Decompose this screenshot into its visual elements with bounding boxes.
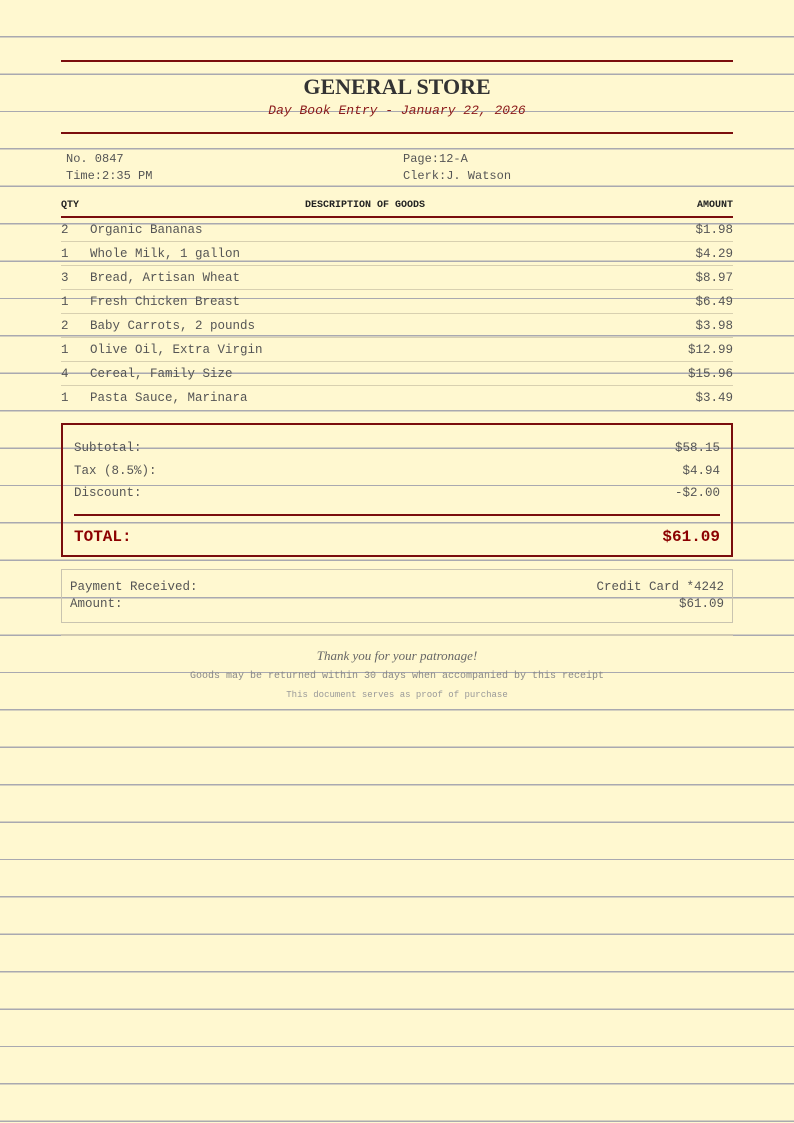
item-description: Baby Carrots, 2 pounds	[90, 318, 256, 333]
discount-value: -$2.00	[674, 486, 720, 500]
payment-amount-label: Amount:	[70, 597, 123, 611]
payment-received-value: Credit Card *4242	[596, 580, 724, 594]
item-amount: $15.96	[687, 366, 733, 381]
item-amount: $12.99	[687, 342, 733, 357]
list-item	[61, 362, 733, 386]
item-qty: 1	[61, 342, 69, 357]
tax-value: $4.94	[682, 463, 720, 478]
subtotal-row	[74, 437, 720, 460]
item-qty: 1	[61, 246, 69, 261]
total-value: $61.09	[662, 527, 720, 546]
total-label: TOTAL:	[74, 527, 132, 546]
receipt-time: Time:2:35 PM	[66, 169, 153, 183]
list-item	[61, 314, 733, 338]
totals-box	[61, 423, 733, 557]
item-amount: $3.98	[695, 318, 733, 333]
payment-received-label: Payment Received:	[70, 580, 198, 594]
day-book-subtitle: Day Book Entry - January 22, 2026	[268, 103, 526, 118]
subtotal-value: $58.15	[674, 441, 720, 455]
item-description: Pasta Sauce, Marinara	[90, 390, 248, 405]
item-amount: $6.49	[695, 294, 733, 309]
receipt-number: No. 0847	[66, 152, 124, 166]
store-name: GENERAL STORE	[303, 74, 491, 99]
item-qty: 1	[61, 390, 69, 405]
list-item	[61, 266, 733, 290]
description-column-header: DESCRIPTION OF GOODS	[305, 200, 426, 211]
payment-amount-value: $61.09	[678, 597, 724, 611]
items-header	[61, 199, 733, 212]
discount-row	[74, 482, 720, 505]
subtotal-label: Subtotal:	[74, 441, 142, 455]
list-item	[61, 242, 733, 266]
list-item	[61, 290, 733, 314]
list-item	[61, 386, 733, 409]
item-qty: 3	[61, 270, 69, 285]
footer-rule	[61, 634, 733, 636]
payment-box	[61, 569, 733, 623]
item-description: Cereal, Family Size	[90, 366, 233, 381]
item-qty: 2	[61, 222, 69, 237]
proof-of-purchase-note: This document serves as proof of purchase	[286, 690, 508, 700]
header-top-rule	[61, 60, 733, 62]
item-description: Whole Milk, 1 gallon	[90, 246, 241, 261]
item-qty: 2	[61, 318, 69, 333]
list-item	[61, 218, 733, 242]
item-description: Olive Oil, Extra Virgin	[90, 342, 263, 357]
list-item	[61, 338, 733, 362]
tax-label: Tax (8.5%):	[74, 463, 157, 478]
returns-note: Goods may be returned within 30 days when accompanied by this receipt	[189, 671, 605, 682]
payment-method-row	[70, 579, 724, 596]
total-rule	[74, 514, 720, 516]
item-amount: $4.29	[695, 246, 733, 261]
item-description: Bread, Artisan Wheat	[90, 270, 241, 285]
amount-column-header: AMOUNT	[696, 200, 733, 211]
receipt-meta	[61, 151, 733, 185]
items-list	[61, 218, 733, 409]
item-description: Organic Bananas	[90, 222, 203, 237]
grand-total-row	[74, 526, 720, 548]
item-description: Fresh Chicken Breast	[90, 294, 241, 309]
item-amount: $1.98	[695, 222, 733, 237]
discount-label: Discount:	[74, 486, 142, 500]
header-bottom-rule	[61, 132, 733, 134]
payment-amount-row	[70, 596, 724, 613]
thank-you-message: Thank you for your patronage!	[316, 648, 478, 663]
qty-column-header: QTY	[61, 200, 80, 211]
page-reference: Page:12-A	[403, 152, 468, 166]
item-qty: 1	[61, 294, 69, 309]
clerk-name: Clerk:J. Watson	[403, 169, 512, 183]
item-qty: 4	[61, 366, 69, 381]
receipt	[61, 60, 733, 701]
item-amount: $3.49	[695, 390, 733, 405]
item-amount: $8.97	[695, 270, 733, 285]
tax-row	[74, 460, 720, 483]
